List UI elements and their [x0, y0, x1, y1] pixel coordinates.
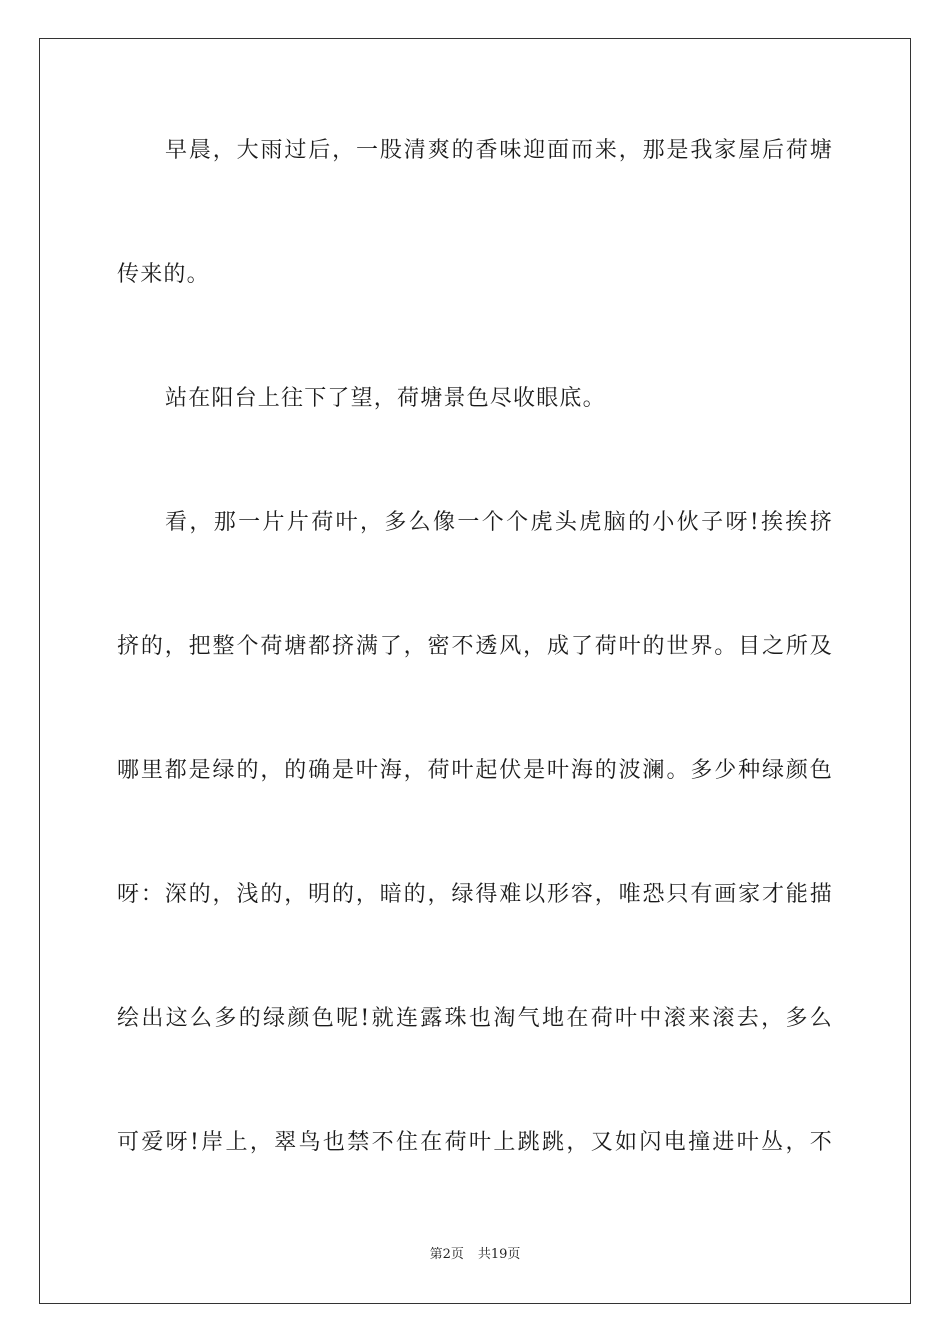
paragraph-1-line-1: 早晨，大雨过后，一股清爽的香味迎面而来，那是我家屋后荷塘 — [165, 138, 833, 163]
paragraph-3-line-6: 可爱呀!岸上，翠鸟也禁不住在荷叶上跳跳，又如闪电撞进叶丛，不 — [117, 1130, 833, 1155]
paragraph-3-line-2: 挤的，把整个荷塘都挤满了，密不透风，成了荷叶的世界。目之所及 — [117, 634, 833, 659]
paragraph-3-line-1: 看，那一片片荷叶，多么像一个个虎头虎脑的小伙子呀!挨挨挤 — [165, 510, 833, 535]
page-footer — [0, 1246, 950, 1264]
page-total: 共19页 — [477, 1247, 521, 1262]
paragraph-3-line-3: 哪里都是绿的，的确是叶海，荷叶起伏是叶海的波澜。多少种绿颜色 — [117, 758, 833, 783]
page-number: 第2页 — [429, 1247, 464, 1262]
paragraph-3-line-5: 绘出这么多的绿颜色呢!就连露珠也淘气地在荷叶中滚来滚去，多么 — [117, 1006, 833, 1031]
paragraph-2-line-1: 站在阳台上往下了望，荷塘景色尽收眼底。 — [165, 386, 606, 411]
paragraph-3-line-4: 呀：深的，浅的，明的，暗的，绿得难以形容，唯恐只有画家才能描 — [117, 882, 833, 907]
page-border — [39, 38, 911, 1304]
paragraph-1-line-2: 传来的。 — [117, 262, 210, 287]
